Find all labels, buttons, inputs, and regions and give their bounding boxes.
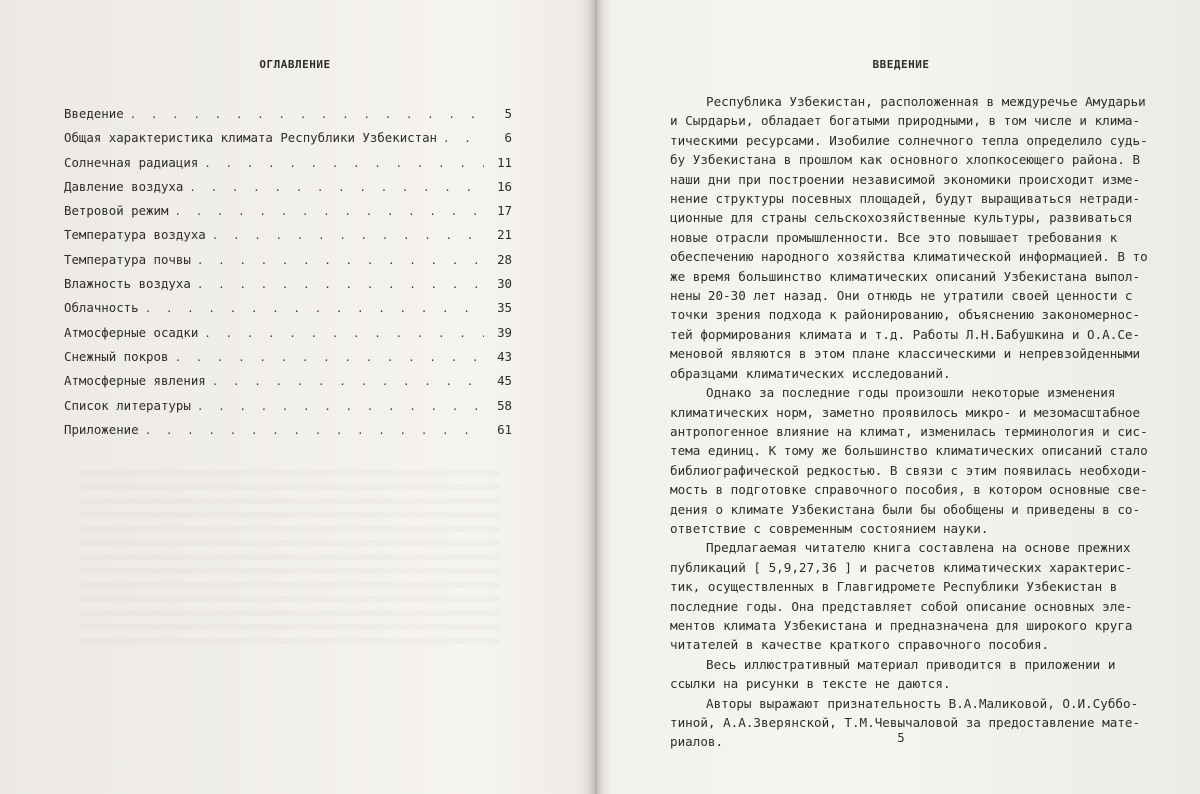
toc-entry-label: Снежный покров (64, 348, 169, 364)
text-line: дения о климате Узбекистана были бы обобщены и приведены в со- (670, 501, 1141, 517)
toc-entry-label: Ветровой режим (64, 203, 169, 219)
text-line: антропогенное влияние на климат, изменилась терминология и сис- (670, 423, 1148, 439)
text-line: публикаций [ 5,9,27,36 ] и расчетов климатических характерис- (670, 559, 1133, 575)
toc-leader-dots (204, 157, 484, 170)
text-line: Однако за последние годы произошли некоторые изменения (706, 385, 1116, 401)
toc-entry-page: 17 (497, 203, 512, 219)
text-line: и Сырдарьи, обладает богатыми природными, в том числе и клима- (670, 113, 1141, 129)
introduction-heading: ВВЕДЕНИЕ (872, 58, 930, 71)
right-page (602, 0, 1200, 794)
toc-entry-label: Атмосферные осадки (64, 324, 199, 340)
toc-entry (64, 422, 512, 446)
toc-entry (64, 349, 512, 373)
page-number: 5 (897, 731, 905, 745)
toc-leader-dots (212, 229, 484, 242)
toc-entry-page: 30 (497, 276, 512, 292)
toc-leader-dots (197, 278, 484, 291)
toc-entry (64, 155, 512, 179)
toc-leader-dots (145, 302, 484, 315)
toc-entry-page: 5 (504, 106, 512, 121)
text-line: библиографической редкостью. В связи с этим появилась необходи- (670, 462, 1148, 478)
text-line: тема единиц. К тому же большинство климатических описаний стало (670, 443, 1148, 459)
toc-entry (64, 300, 512, 324)
text-line: ментов климата Узбекистана и предназначена для широкого круга (670, 617, 1133, 633)
toc-entry-page: 16 (497, 178, 512, 194)
toc-entry-label: Температура почвы (64, 251, 191, 267)
toc-leader-dots (197, 254, 484, 267)
text-line: Авторы выражают признательность В.А.Маликовой, О.И.Суббо- (706, 695, 1139, 711)
text-line: тик, осуществленных в Главгидромете Республики Узбекистан в (670, 579, 1118, 595)
text-line: нение структуры посевных площадей, будут выращиваться нетради- (670, 191, 1141, 207)
toc-leader-dots (212, 375, 484, 388)
text-line: Весь иллюстративный материал приводится в приложении и (706, 656, 1116, 672)
text-line: меновой являются в этом плане классическими и непревзойденными (670, 346, 1141, 362)
text-line: бу Узбекистана в прошлом как основного хлопкосеющего района. В (670, 152, 1141, 168)
text-line: климатических норм, заметно проявилось микро- и мезомасштабное (670, 404, 1141, 420)
introduction-text (670, 92, 1148, 752)
toc-entry-page: 58 (497, 397, 512, 413)
toc-leader-dots (130, 108, 484, 121)
text-line: риалов. (670, 734, 724, 750)
text-line: нены 20-30 лет назад. Они отнюдь не утратили своей ценности с (670, 288, 1133, 304)
text-line: образцами климатических исследований. (670, 365, 951, 381)
toc-entry (64, 227, 512, 251)
toc-entry (64, 203, 512, 227)
text-line: тиной, А.А.Зверянской, Т.М.Чевычаловой за предоставление мате- (670, 715, 1141, 730)
toc-leader-dots (204, 327, 484, 340)
toc-entry (64, 276, 512, 300)
text-line: ционные для страны сельскохозяйственные культуры, развиваться (670, 210, 1133, 226)
toc-entry (64, 179, 512, 203)
text-line: тическими ресурсами. Изобилие солнечного тепла определило судь- (670, 132, 1148, 148)
toc-entry-page: 39 (497, 324, 512, 340)
text-line: новые отрасли промышленности. Все это повышает требования к (670, 229, 1118, 245)
text-line: ответствие с современным состоянием науки. (670, 520, 989, 536)
toc-leader-dots (174, 351, 484, 364)
toc-entry-label: Солнечная радиация (64, 154, 199, 170)
text-line: обеспечению народного хозяйства климатической информацией. В то (670, 249, 1148, 265)
toc-entry-page: 11 (497, 154, 512, 170)
text-line: мость в подготовке справочного пособия, в котором основные све- (670, 482, 1148, 498)
toc-leader-dots (189, 181, 484, 194)
toc-entry-page: 61 (497, 421, 512, 437)
toc-entry-label: Приложение (64, 421, 139, 437)
toc-entry-label: Атмосферные явления (64, 373, 206, 389)
toc-entry (64, 130, 512, 154)
text-line: точки зрения подхода к районированию, объяснению закономернос- (670, 307, 1141, 323)
toc-entry (64, 325, 512, 349)
toc-entry-page: 21 (497, 227, 512, 243)
toc-entry (64, 373, 512, 397)
left-page (0, 0, 590, 794)
text-line: же время большинство климатических описаний Узбекистана выпол- (670, 268, 1141, 284)
toc-leader-dots (174, 205, 484, 218)
toc-entry (64, 398, 512, 422)
toc-entry-label: Список литературы (64, 397, 191, 413)
toc-entry-label: Влажность воздуха (64, 276, 191, 292)
toc-entry-page: 45 (497, 373, 512, 389)
toc-entry-label: Общая характеристика климата Республики Узбекистан (64, 130, 437, 146)
toc-leader-dots (197, 400, 484, 413)
toc-entry-label: Введение (64, 106, 124, 121)
toc-entry (64, 106, 512, 130)
text-line: ссылки на рисунки в тексте не даются. (670, 676, 951, 692)
toc-entry-page: 28 (497, 251, 512, 267)
text-line: читателей в качестве краткого справочного пособия. (670, 637, 1050, 653)
toc-entry-label: Температура воздуха (64, 227, 206, 243)
text-line: Предлагаемая читателю книга составлена на основе прежних (706, 540, 1131, 556)
toc-entry-label: Давление воздуха (64, 178, 184, 194)
table-of-contents (64, 106, 512, 446)
text-line: последние годы. Она представляет собой описание основных эле- (670, 598, 1133, 614)
toc-entry-page: 43 (497, 348, 512, 364)
toc-entry-label: Облачность (64, 300, 139, 316)
toc-entry-page: 6 (504, 130, 512, 146)
text-line: Республика Узбекистан, расположенная в междуречье Амударьи (706, 94, 1146, 109)
text-line: наши дни при построении независимой экономики происходит изме- (670, 171, 1141, 187)
text-line: тей формирования климата и т.д. Работы Л.Н.Бабушкина и О.А.Се- (670, 326, 1141, 342)
toc-leader-dots (443, 132, 484, 145)
toc-entry (64, 252, 512, 276)
show-through-shadow (80, 470, 500, 650)
toc-leader-dots (145, 424, 484, 437)
toc-entry-page: 35 (497, 300, 512, 316)
toc-heading: ОГЛАВЛЕНИЕ (259, 58, 331, 71)
